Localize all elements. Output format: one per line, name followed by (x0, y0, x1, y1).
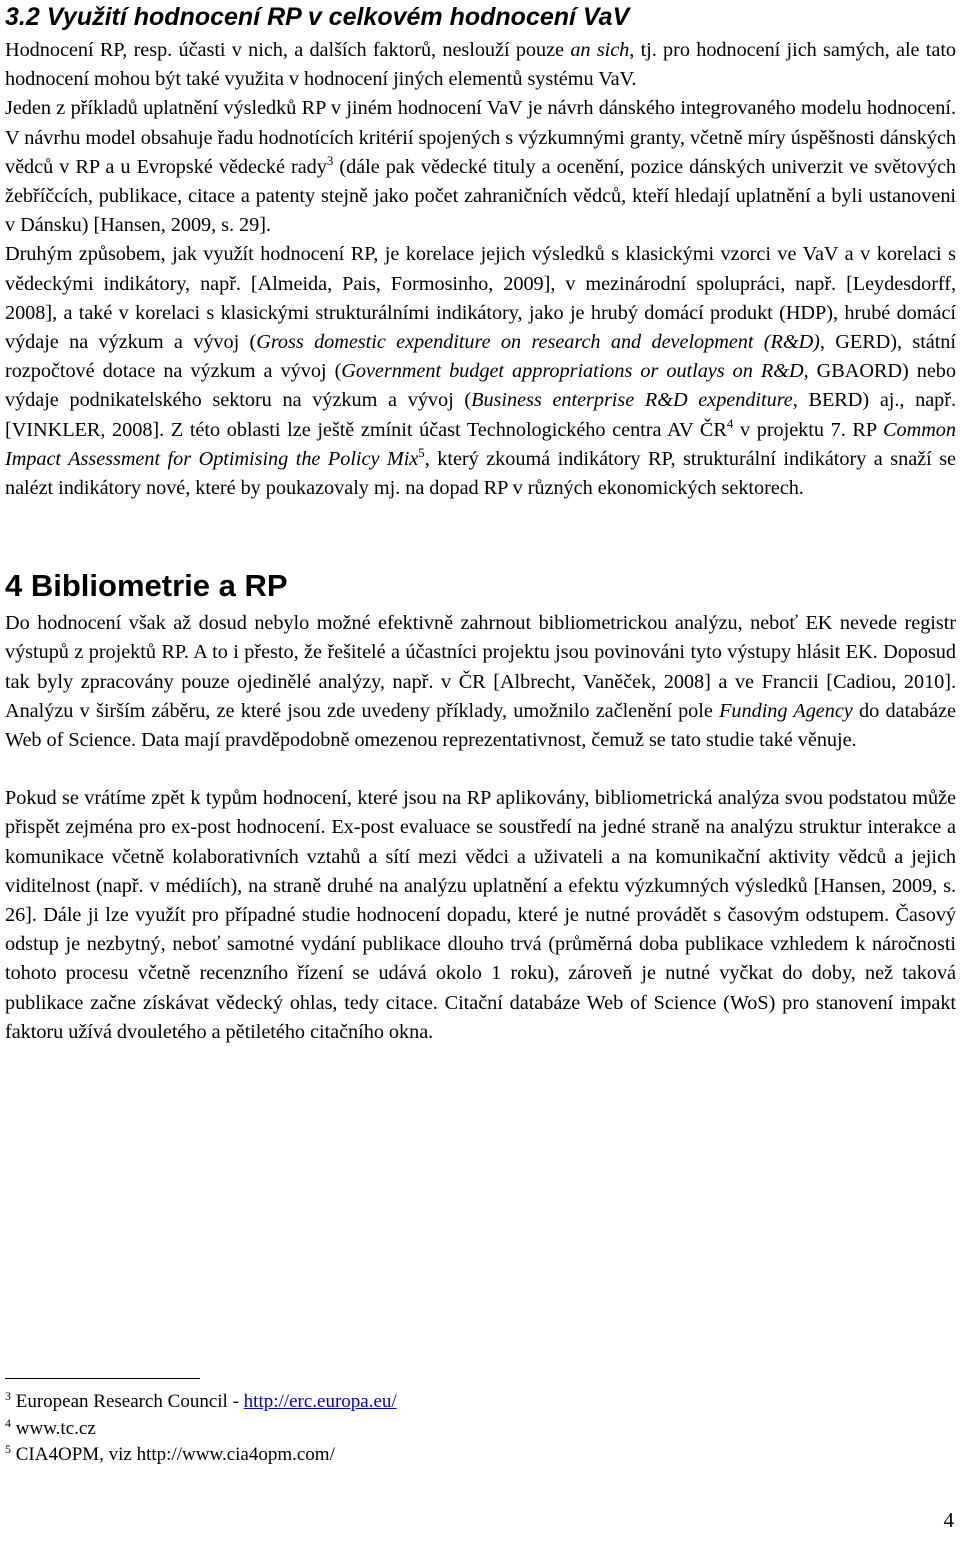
chapter-heading: 4 Bibliometrie a RP (5, 568, 288, 604)
p3-text-d: , BERD) aj., např. [VINKLER, 2008]. Z této oblasti lze ještě zmínit účast Technologického centra AV ČR (5, 389, 956, 441)
footnote-divider (5, 1378, 200, 1379)
p3-italic-1: Gross domestic expenditure on research and development (R&D) (256, 331, 820, 354)
footnote-number: 3 (5, 1389, 11, 1403)
footnote-text: CIA4OPM, viz http://www.cia4opm.com/ (11, 1444, 335, 1465)
p3-text-c: GBAORD) nebo výdaje podnikatelského sektoru na výzkum a vývoj ( (5, 360, 956, 412)
p1-text-a: Hodnocení RP, resp. účasti v nich, a dalších faktorů, neslouží pouze (5, 39, 571, 61)
footnote-5 (5, 1442, 605, 1469)
p3-text-b: , GERD), státní rozpočtové dotace na výzkum a vývoj ( (5, 331, 956, 383)
p2-text-b: (dále pak vědecké tituly a ocenění, pozice dánských univerzit ve světových žebříčcích, publikace, citace a patenty stejně jako počet zahraničních vědců, kteří hledají uplatnění a byli ustanoveni v Dánsku) [Hansen, 2009, s. 29]. (5, 155, 956, 237)
p3-text-f: , který zkoumá indikátory RP, strukturální indikátory a snaží se nalézt indikátory nové, které by poukazovaly mj. na dopad RP v různých ekonomických sektorech. (5, 447, 956, 500)
footnote-3 (5, 1389, 605, 1416)
paragraph-4 (5, 609, 956, 755)
paragraph-1 (5, 36, 956, 94)
footnote-number: 5 (5, 1442, 11, 1456)
paragraph-2 (5, 94, 956, 240)
page-number: 4 (943, 1508, 954, 1532)
p3-italic-3: Business enterprise R&D expenditure (471, 389, 793, 412)
footnote-ref-4[interactable]: 4 (726, 415, 734, 431)
p3-italic-2: Government budget appropriations or outlays on R&D, (341, 360, 809, 383)
footnote-number: 4 (5, 1415, 11, 1430)
p1-italic: an sich (570, 39, 630, 61)
p3-text-a: Druhým způsobem, jak využít hodnocení RP, je korelace jejich výsledků s klasickými vzorci ve VaV a v korelaci s vědeckými indikátory, např. [Almeida, Pais, Formosinho, 2009], v mezinárodní spolupráci, např. [Leydesdorff, 2008], a také v korelaci s klasickými strukturálními indikátory, jako je hrubý domácí produkt (HDP), hrubé domácí výdaje na výzkum a vývoj ( (5, 243, 956, 354)
document-page (5, 0, 956, 1047)
footnote-ref-3[interactable]: 3 (326, 152, 334, 168)
footnote-text: www.tc.cz (11, 1417, 96, 1439)
p3-text-e: v projektu 7. RP (733, 418, 884, 441)
footnote-text: European Research Council - (11, 1391, 244, 1412)
footnote-4 (5, 1416, 605, 1443)
erc-link[interactable]: http://erc.europa.eu/ (243, 1391, 397, 1412)
p2-text-a: Jeden z příkladů uplatnění výsledků RP v jiném hodnocení VaV je návrh dánského integrovaného modelu hodnocení. V návrhu model obsahuje řadu hodnotících kritérií spojených s výzkumnými granty, včetně míry úspěšnosti dánských vědců v RP a u Evropské vědecké rady (5, 97, 956, 178)
p4-text-b: do databáze Web of Science. Data mají pravděpodobně omezenou reprezentativnost, čemuž se tato studie také věnuje. (5, 699, 956, 752)
footnote-ref-5[interactable]: 5 (418, 444, 425, 460)
paragraph-3 (5, 240, 956, 503)
p4-italic: Funding Agency (719, 699, 853, 722)
section-heading: 3.2 Využití hodnocení RP v celkovém hodnocení VaV (5, 3, 630, 31)
paragraph-5: Pokud se vrátíme zpět k typům hodnocení, které jsou na RP aplikovány, bibliometrická analýza svou podstatou může přispět zejména pro ex-post hodnocení. Ex-post evaluace se soustředí na jedné straně na analýzu struktur interakce a komunikace včetně kolaborativních vztahů a sítí mezi vědci a uživateli a na komunikační aktivity vědců a jejich viditelnost (např. v médiích), na straně druhé na analýzu uplatnění a efektu výzkumných výsledků [Hansen, 2009, s. 26]. Dále ji lze využít pro případné studie hodnocení dopadu, které je nutné provádět s časovým odstupem. Časový odstup je nezbytný, neboť samotné vydání publikace dlouho trvá (průměrná doba publikace vzhledem k náročnosti tohoto procesu včetně recenzního řízení se udává okolo 1 roku), zároveň je nutné vyčkat do doby, než taková publikace začne získávat vědecký ohlas, tedy citace. Citační databáze Web of Science (WoS) pro stanovení impakt faktoru užívá dvouletého a pětiletého citačního okna. (5, 787, 956, 1043)
p3-italic-4: Common Impact Assessment for Optimising the Policy Mix (5, 418, 956, 470)
footnotes (5, 1378, 605, 1469)
p1-text-c: , tj. pro hodnocení jich samých, ale tato hodnocení mohou být také využita v hodnocení jiných elementů systému VaV. (5, 39, 957, 91)
p4-text-a: Do hodnocení však až dosud nebylo možné efektivně zahrnout bibliometrickou analýzu, neboť EK nevede registr výstupů z projektů RP. A to i přesto, že řešitelé a účastníci projektu jsou povinováni tyto výstupy hlásit EK. Doposud tak byly zpracovány pouze ojedinělé analýzy, např. v ČR [Albrecht, Vaněček, 2008] a ve Francii [Cadiou, 2010]. Analýzu v širším záběru, ze které jsou zde uvedeny příklady, umožnilo začlenění pole (5, 612, 956, 722)
